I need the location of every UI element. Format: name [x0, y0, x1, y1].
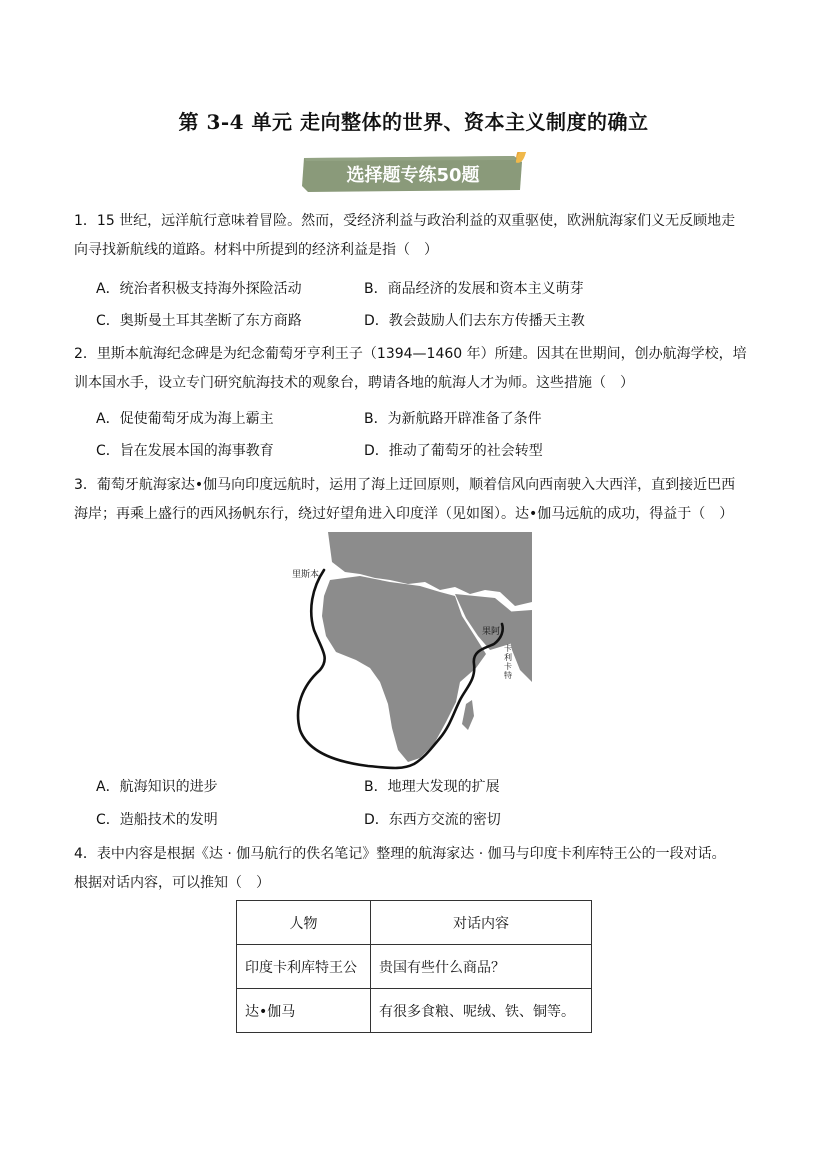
table-cell: 贵国有些什么商品？	[371, 945, 592, 989]
table-header-row	[237, 901, 592, 945]
question-text-line: 1．15 世纪，远洋航行意味着冒险。然而，受经济利益与政治利益的双重驱使，欧洲航海家们义无反顾地走	[74, 213, 736, 229]
label-calicut	[504, 643, 513, 680]
question-1	[74, 207, 760, 265]
option-c[interactable]: C．奥斯曼土耳其垄断了东方商路	[96, 313, 302, 329]
question-2	[74, 340, 760, 398]
table-row	[237, 945, 592, 989]
table-cell: 有很多食粮、呢绒、铁、铜等。	[371, 989, 592, 1033]
table-cell: 达•伽马	[237, 989, 371, 1033]
label-calicut-text: 卡利卡特	[503, 644, 513, 680]
option-a[interactable]: A．航海知识的进步	[96, 779, 218, 795]
question-3	[74, 471, 760, 529]
page-title: 第 3-4 单元 走向整体的世界、资本主义制度的确立	[178, 110, 649, 134]
question-text-line: 海岸；再乘上盛行的西风扬帆东行，绕过好望角进入印度洋（见如图）。达•伽马远航的成功，得益于（ ）	[74, 506, 734, 522]
option-b[interactable]: B．地理大发现的扩展	[364, 779, 500, 795]
option-a[interactable]: A．统治者积极支持海外探险活动	[96, 281, 302, 297]
route-map	[290, 532, 532, 772]
question-text-line: 根据对话内容，可以推知（ ）	[74, 875, 270, 891]
option-d[interactable]: D．东西方交流的密切	[364, 812, 501, 828]
option-d[interactable]: D．推动了葡萄牙的社会转型	[364, 443, 543, 459]
table-cell: 印度卡利库特王公	[237, 945, 371, 989]
question-text-line: 4．表中内容是根据《达 · 伽马航行的佚名笔记》整理的航海家达 · 伽马与印度卡利库特王公的一段对话。	[74, 846, 726, 862]
label-goa: 果阿	[482, 627, 501, 637]
table-header-cell: 人物	[237, 901, 371, 945]
question-4	[74, 840, 760, 898]
question-text-line: 2．里斯本航海纪念碑是为纪念葡萄牙亨利王子（1394—1460 年）所建。因其在世期间，创办航海学校，培	[74, 346, 747, 362]
question-text-line: 训本国水手，设立专门研究航海技术的观象台，聘请各地的航海人才为师。这些措施（ ）	[74, 375, 634, 391]
question-text-line: 3．葡萄牙航海家达•伽马向印度远航时，运用了海上迂回原则，顺着信风向西南驶入大西洋，直到接近巴西	[74, 477, 736, 493]
banner-text: 选择题专练50题	[346, 165, 480, 186]
dialogue-table	[236, 900, 592, 1033]
option-d[interactable]: D．教会鼓励人们去东方传播天主教	[364, 313, 585, 329]
table-header-cell: 对话内容	[371, 901, 592, 945]
option-c[interactable]: C．旨在发展本国的海事教育	[96, 443, 274, 459]
label-lisbon: 里斯本	[292, 570, 320, 580]
option-a[interactable]: A．促使葡萄牙成为海上霸主	[96, 411, 274, 427]
table-row	[237, 989, 592, 1033]
question-text-line: 向寻找新航线的道路。材料中所提到的经济利益是指（ ）	[74, 242, 438, 258]
option-c[interactable]: C．造船技术的发明	[96, 812, 218, 828]
section-banner	[300, 152, 532, 194]
option-b[interactable]: B．为新航路开辟准备了条件	[364, 411, 542, 427]
option-b[interactable]: B．商品经济的发展和资本主义萌芽	[364, 281, 584, 297]
